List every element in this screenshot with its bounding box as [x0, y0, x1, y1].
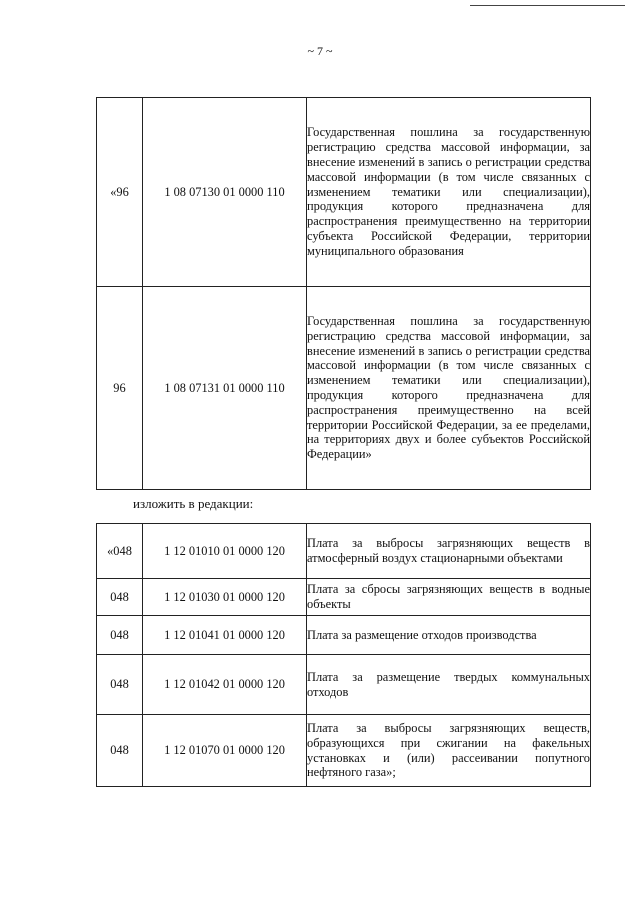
budget-code: 1 12 01030 01 0000 120: [143, 579, 307, 616]
budget-code: 1 12 01010 01 0000 120: [143, 524, 307, 579]
budget-code: 1 12 01070 01 0000 120: [143, 715, 307, 787]
row-description: Плата за сбросы загрязняющих веществ в водные объекты: [307, 579, 591, 616]
row-description: Плата за размещение твердых коммунальных отходов: [307, 655, 591, 715]
page-number: ~ 7 ~: [307, 44, 333, 58]
table-row: [97, 715, 591, 787]
table-row: [97, 655, 591, 715]
budget-code: 1 08 07130 01 0000 110: [143, 98, 307, 287]
row-description: Плата за размещение отходов производства: [307, 616, 591, 655]
revenue-table-new: [96, 523, 591, 787]
row-description: Государственная пошлина за государственную регистрацию средства массовой информации, за внесение изменений в запись о регистрации средства массовой информации (в том числе связанных с изменением тематики или специализации), продукция которого предназначена для распространения преимущественно на территории субъекта Российской Федерации, территории муниципального образования: [307, 98, 591, 287]
table-row: [97, 616, 591, 655]
budget-code: 1 12 01042 01 0000 120: [143, 655, 307, 715]
row-description: Государственная пошлина за государственную регистрацию средства массовой информации, за внесение изменений в запись о регистрации средства массовой информации (в том числе связанных с изменением тематики или специализации), продукция которого предназначена для распространения преимущественно на всей территории Российской Федерации, за ее пределами, на территориях двух и более субъектов Российской Федерации»: [307, 287, 591, 490]
row-description: Плата за выбросы загрязняющих веществ в атмосферный воздух стационарными объектами: [307, 524, 591, 579]
row-number: «048: [97, 524, 143, 579]
table-row: [97, 287, 591, 490]
table-row: [97, 579, 591, 616]
table-row: [97, 524, 591, 579]
row-number: 048: [97, 655, 143, 715]
row-number: 96: [97, 287, 143, 490]
row-description: Плата за выбросы загрязняющих веществ, образующихся при сжигании на факельных установках и (или) рассеивании попутного нефтяного газа»;: [307, 715, 591, 787]
amendment-connector-text: изложить в редакции:: [133, 496, 254, 511]
budget-code: 1 12 01041 01 0000 120: [143, 616, 307, 655]
row-number: 048: [97, 616, 143, 655]
table-row: [97, 98, 591, 287]
revenue-table-old: [96, 97, 591, 490]
row-number: 048: [97, 715, 143, 787]
row-number: 048: [97, 579, 143, 616]
row-number: «96: [97, 98, 143, 287]
budget-code: 1 08 07131 01 0000 110: [143, 287, 307, 490]
header-rule: [470, 5, 625, 6]
